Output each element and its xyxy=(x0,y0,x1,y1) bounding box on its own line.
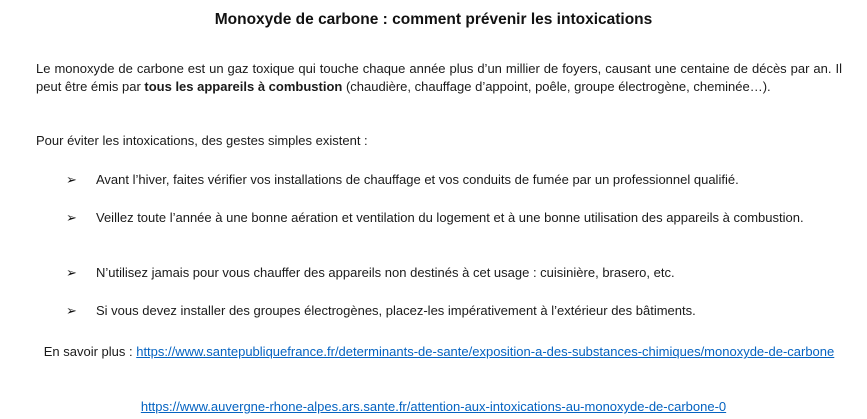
bullet-item xyxy=(66,209,842,227)
intro-paragraph xyxy=(36,60,842,96)
bullet-item xyxy=(66,171,842,189)
lead-paragraph: Pour éviter les intoxications, des gestes simples existent : xyxy=(36,133,368,148)
bullet-item xyxy=(66,264,842,282)
more-info xyxy=(36,343,842,361)
document-title: Monoxyde de carbone : comment prévenir les intoxications xyxy=(214,11,653,28)
bullet-item xyxy=(66,302,842,320)
ars-link[interactable]: https://www.auvergne-rhone-alpes.ars.sante.fr/attention-aux-intoxications-au-monoxyde-de-carbone-0 xyxy=(140,399,727,414)
arrow-bullet-icon: ➢ xyxy=(66,265,77,280)
bullet-text: Avant l’hiver, faites vérifier vos installations de chauffage et vos conduits de fumée par un professionnel qualifié. xyxy=(96,172,739,187)
arrow-bullet-icon: ➢ xyxy=(66,172,77,187)
intro-text-2: (chaudière, chauffage d’appoint, poêle, groupe électrogène, cheminée…). xyxy=(342,79,771,94)
arrow-bullet-icon: ➢ xyxy=(66,210,77,225)
ars-link-row xyxy=(0,398,867,416)
sante-publique-link[interactable]: https://www.santepubliquefrance.fr/determinants-de-sante/exposition-a-des-substances-chimiques/monoxyde-de-carbone xyxy=(136,344,835,359)
intro-bold-text: tous les appareils à combustion xyxy=(144,79,343,94)
bullet-text: Si vous devez installer des groupes électrogènes, placez-les impérativement à l’extérieur des bâtiments. xyxy=(96,303,696,318)
arrow-bullet-icon: ➢ xyxy=(66,303,77,318)
bullet-text: Veillez toute l’année à une bonne aération et ventilation du logement et à une bonne utilisation des appareils à combustion. xyxy=(96,210,804,225)
more-info-label: En savoir plus : xyxy=(43,344,137,359)
intro-text-1: Le monoxyde de carbone est un gaz toxique qui touche chaque année plus d’un millier de foyers, causant une centaine de décès par an. Il peut être émis par xyxy=(36,61,842,94)
bullet-text: N’utilisez jamais pour vous chauffer des appareils non destinés à cet usage : cuisinière, brasero, etc. xyxy=(96,265,675,280)
